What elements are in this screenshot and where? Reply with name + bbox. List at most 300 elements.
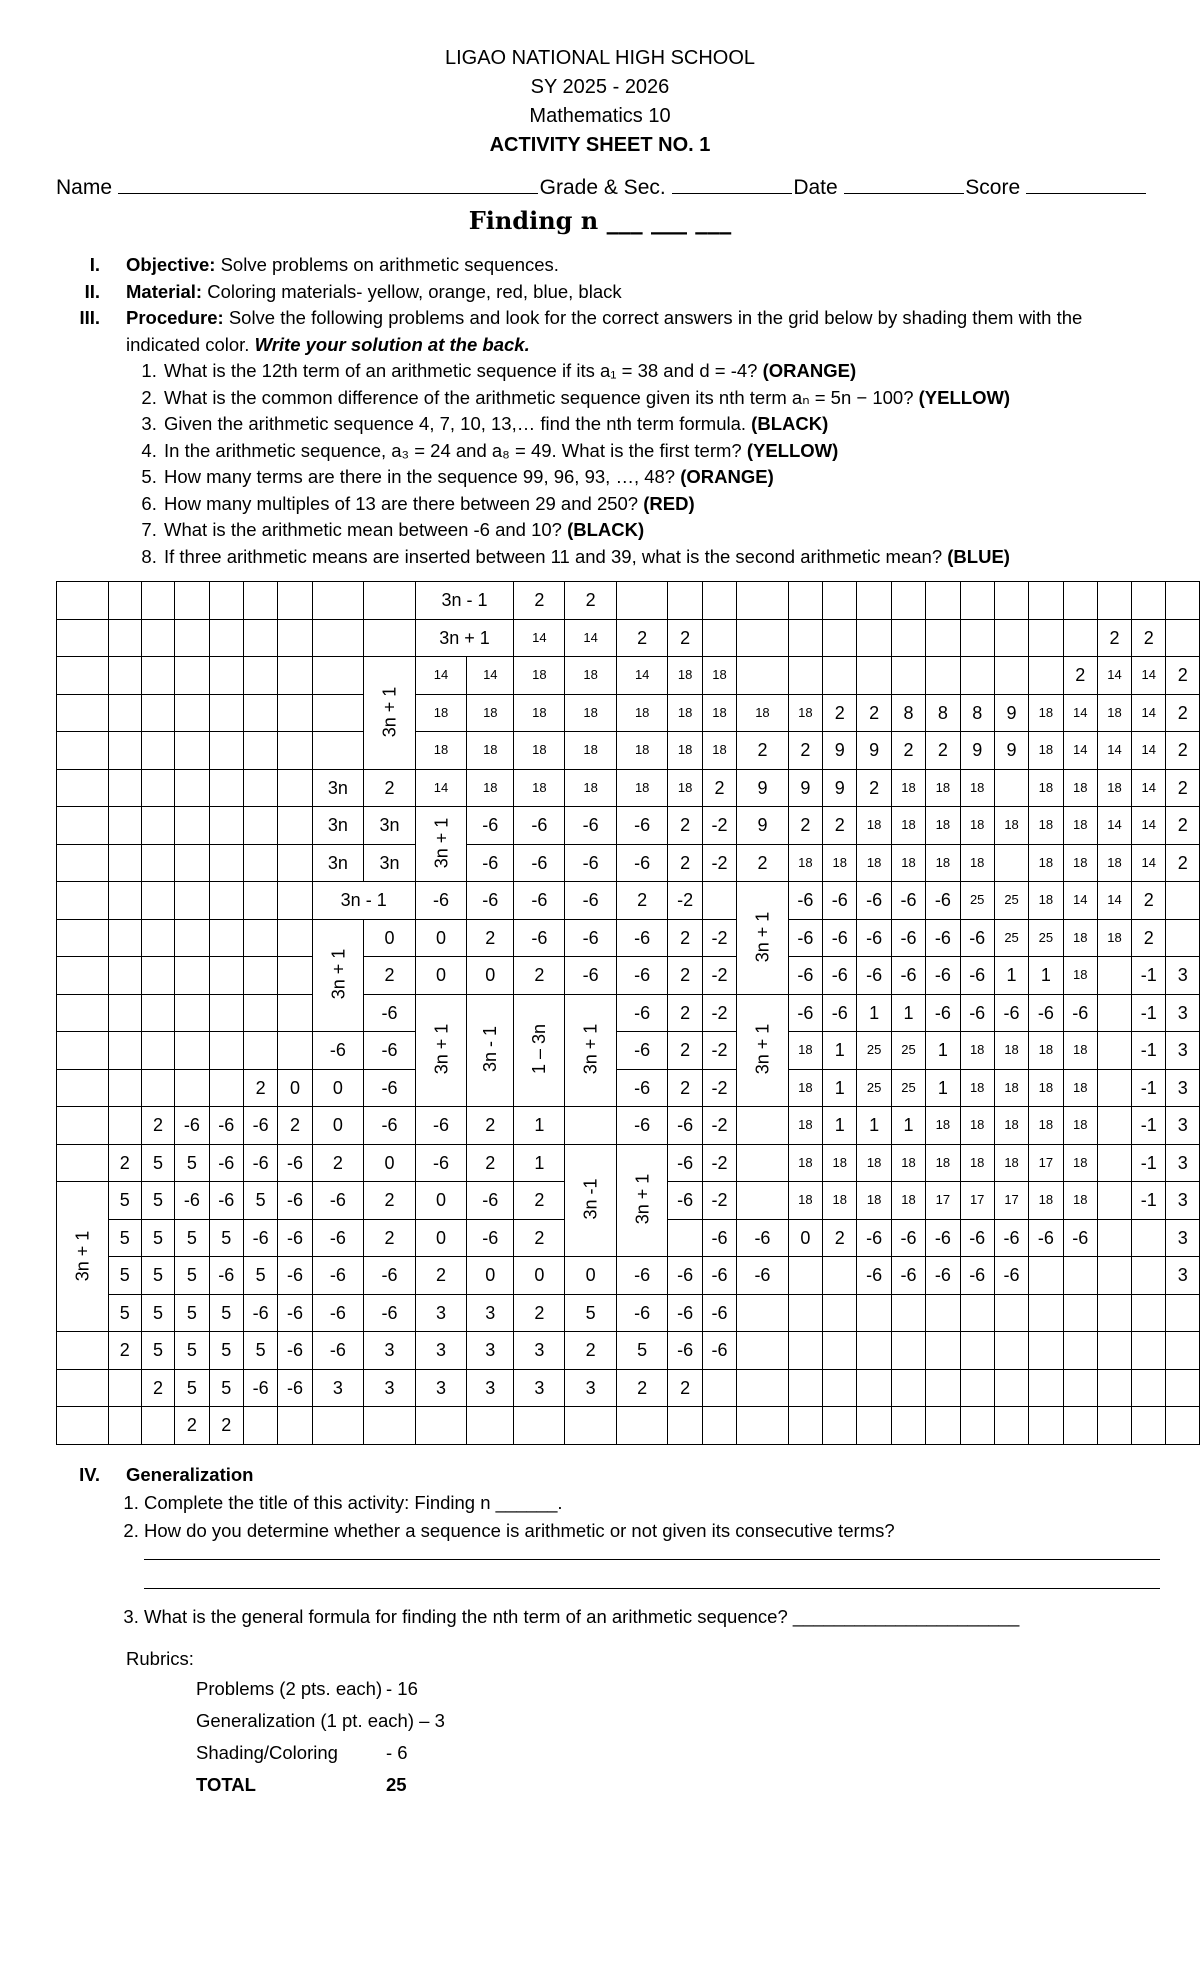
grid-cell[interactable]: -6: [175, 1182, 209, 1220]
grid-cell[interactable]: [891, 657, 925, 695]
grid-cell[interactable]: 2: [616, 619, 668, 657]
grid-cell[interactable]: -2: [702, 844, 736, 882]
grid-cell[interactable]: [1063, 1407, 1097, 1445]
grid-cell[interactable]: 25: [891, 1069, 925, 1107]
grid-cell[interactable]: 2: [823, 807, 857, 845]
grid-cell[interactable]: [1029, 1294, 1063, 1332]
grid-cell[interactable]: [737, 1332, 789, 1370]
grid-cell[interactable]: [514, 994, 565, 1107]
grid-cell[interactable]: [108, 657, 141, 695]
grid-cell[interactable]: -6: [994, 1257, 1028, 1295]
grid-cell[interactable]: 18: [737, 694, 789, 732]
grid-cell[interactable]: 1: [926, 1069, 960, 1107]
grid-cell[interactable]: 18: [1097, 919, 1131, 957]
grid-cell[interactable]: 14: [1097, 732, 1131, 770]
grid-cell[interactable]: -6: [891, 957, 925, 995]
grid-cell[interactable]: [960, 1294, 994, 1332]
grid-cell[interactable]: [57, 1332, 109, 1370]
grid-cell[interactable]: [175, 844, 209, 882]
grid-cell[interactable]: [1097, 1069, 1131, 1107]
grid-cell[interactable]: [175, 882, 209, 920]
grid-cell[interactable]: -6: [926, 919, 960, 957]
grid-cell[interactable]: [415, 1407, 467, 1445]
grid-cell[interactable]: [278, 619, 312, 657]
grid-cell[interactable]: -6: [823, 919, 857, 957]
grid-cell[interactable]: [788, 657, 822, 695]
grid-cell[interactable]: [960, 619, 994, 657]
grid-cell[interactable]: [823, 1407, 857, 1445]
grid-cell[interactable]: [243, 1032, 277, 1070]
grid-cell[interactable]: -6: [565, 807, 617, 845]
grid-cell[interactable]: 2: [616, 882, 668, 920]
grid-cell[interactable]: 18: [994, 807, 1028, 845]
grid-cell[interactable]: -6: [616, 1069, 668, 1107]
grid-cell[interactable]: [312, 657, 364, 695]
grid-cell[interactable]: 2: [312, 1144, 364, 1182]
grid-cell[interactable]: 0: [415, 1219, 467, 1257]
grid-cell[interactable]: 18: [668, 657, 702, 695]
grid-cell[interactable]: [1097, 957, 1131, 995]
grid-cell[interactable]: 2: [668, 619, 702, 657]
grid-cell[interactable]: 17: [960, 1182, 994, 1220]
grid-cell[interactable]: 18: [960, 1032, 994, 1070]
grid-cell[interactable]: -6: [209, 1182, 243, 1220]
grid-cell[interactable]: [175, 619, 209, 657]
grid-cell[interactable]: -6: [702, 1219, 736, 1257]
grid-cell[interactable]: [467, 1407, 514, 1445]
grid-cell[interactable]: 3: [565, 1369, 617, 1407]
grid-cell[interactable]: 25: [994, 882, 1028, 920]
grid-cell[interactable]: 9: [857, 732, 891, 770]
grid-cell[interactable]: -1: [1132, 1182, 1166, 1220]
grid-cell[interactable]: [994, 1407, 1028, 1445]
grid-cell[interactable]: [1166, 582, 1200, 620]
grid-cell[interactable]: 2: [364, 1182, 416, 1220]
grid-cell[interactable]: 3: [364, 1369, 416, 1407]
grid-cell[interactable]: 9: [788, 769, 822, 807]
grid-cell[interactable]: -1: [1132, 994, 1166, 1032]
grid-cell[interactable]: 2: [278, 1107, 312, 1145]
grid-cell[interactable]: -6: [467, 882, 514, 920]
grid-cell[interactable]: 25: [1029, 919, 1063, 957]
grid-cell[interactable]: 18: [1063, 919, 1097, 957]
grid-cell[interactable]: 1: [857, 994, 891, 1032]
grid-cell[interactable]: -6: [1063, 1219, 1097, 1257]
grid-cell[interactable]: [312, 582, 364, 620]
grid-cell[interactable]: 2: [514, 582, 565, 620]
grid-cell[interactable]: 2: [668, 1369, 702, 1407]
grid-cell[interactable]: [857, 1332, 891, 1370]
grid-cell[interactable]: 2: [857, 694, 891, 732]
grid-cell[interactable]: 18: [565, 732, 617, 770]
grid-cell[interactable]: 5: [209, 1219, 243, 1257]
grid-cell[interactable]: [1166, 882, 1200, 920]
grid-cell[interactable]: [1063, 1369, 1097, 1407]
grid-cell[interactable]: 25: [960, 882, 994, 920]
grid-cell[interactable]: [1097, 1219, 1131, 1257]
grid-cell[interactable]: 18: [415, 694, 467, 732]
grid-cell[interactable]: 8: [891, 694, 925, 732]
grid-cell[interactable]: 1: [514, 1107, 565, 1145]
grid-cell[interactable]: 3: [514, 1332, 565, 1370]
grid-cell[interactable]: [243, 619, 277, 657]
grid-cell[interactable]: -6: [312, 1032, 364, 1070]
grid-cell[interactable]: -6: [616, 1107, 668, 1145]
grid-cell[interactable]: 14: [1132, 769, 1166, 807]
grid-cell[interactable]: 2: [1166, 807, 1200, 845]
grid-cell[interactable]: [467, 994, 514, 1107]
grid-cell[interactable]: [926, 1407, 960, 1445]
grid-cell[interactable]: 18: [1029, 1032, 1063, 1070]
grid-cell[interactable]: 14: [415, 657, 467, 695]
grid-cell[interactable]: -6: [243, 1369, 277, 1407]
grid-cell[interactable]: 2: [788, 732, 822, 770]
grid-cell[interactable]: 18: [926, 807, 960, 845]
grid-cell[interactable]: [364, 657, 416, 770]
grid-cell[interactable]: [209, 1032, 243, 1070]
grid-cell[interactable]: [823, 1369, 857, 1407]
grid-cell[interactable]: [737, 619, 789, 657]
grid-cell[interactable]: [57, 1069, 109, 1107]
grid-cell[interactable]: 0: [514, 1257, 565, 1295]
grid-cell[interactable]: -1: [1132, 1069, 1166, 1107]
grid-cell[interactable]: 18: [926, 1144, 960, 1182]
grid-cell[interactable]: 18: [926, 1107, 960, 1145]
grid-cell[interactable]: 18: [857, 844, 891, 882]
grid-cell[interactable]: -6: [278, 1219, 312, 1257]
grid-cell[interactable]: [891, 1294, 925, 1332]
grid-cell[interactable]: 18: [960, 844, 994, 882]
grid-cell[interactable]: 2: [702, 769, 736, 807]
grid-cell[interactable]: [1132, 1257, 1166, 1295]
grid-cell[interactable]: 5: [141, 1182, 174, 1220]
grid-cell[interactable]: 3: [415, 1332, 467, 1370]
grid-cell[interactable]: 2: [668, 994, 702, 1032]
grid-cell[interactable]: 1: [857, 1107, 891, 1145]
grid-cell[interactable]: 2: [108, 1332, 141, 1370]
grid-cell[interactable]: [364, 1407, 416, 1445]
grid-cell[interactable]: 18: [467, 694, 514, 732]
grid-cell[interactable]: 2: [514, 957, 565, 995]
grid-cell[interactable]: [312, 732, 364, 770]
grid-cell[interactable]: -6: [616, 1032, 668, 1070]
grid-cell[interactable]: 18: [1063, 1144, 1097, 1182]
grid-cell[interactable]: [565, 1107, 617, 1145]
grid-cell[interactable]: -2: [702, 919, 736, 957]
grid-cell[interactable]: 18: [514, 732, 565, 770]
grid-cell[interactable]: -6: [994, 1219, 1028, 1257]
grid-cell[interactable]: -1: [1132, 1144, 1166, 1182]
grid-cell[interactable]: 5: [175, 1369, 209, 1407]
grid-cell[interactable]: 18: [668, 769, 702, 807]
grid-cell[interactable]: [108, 769, 141, 807]
grid-cell[interactable]: 18: [1063, 957, 1097, 995]
grid-cell[interactable]: -6: [823, 882, 857, 920]
grid-cell[interactable]: 18: [565, 657, 617, 695]
grid-cell[interactable]: [108, 619, 141, 657]
grid-cell[interactable]: [57, 994, 109, 1032]
grid-cell[interactable]: -6: [960, 919, 994, 957]
grid-cell[interactable]: [737, 994, 789, 1107]
grid-cell[interactable]: [1132, 1369, 1166, 1407]
date-blank[interactable]: [844, 177, 964, 194]
grid-cell[interactable]: 3n + 1: [415, 619, 514, 657]
grid-cell[interactable]: -6: [926, 994, 960, 1032]
answer-line-1[interactable]: [144, 1545, 1160, 1560]
grid-cell[interactable]: [994, 844, 1028, 882]
grid-cell[interactable]: 2: [209, 1407, 243, 1445]
grid-cell[interactable]: [668, 1407, 702, 1445]
grid-cell[interactable]: -6: [278, 1144, 312, 1182]
grid-cell[interactable]: 18: [514, 657, 565, 695]
grid-cell[interactable]: [175, 1032, 209, 1070]
grid-cell[interactable]: [278, 919, 312, 957]
grid-cell[interactable]: [1097, 1182, 1131, 1220]
grid-cell[interactable]: 1: [926, 1032, 960, 1070]
grid-cell[interactable]: [209, 957, 243, 995]
grid-cell[interactable]: 18: [857, 1144, 891, 1182]
grid-cell[interactable]: [891, 582, 925, 620]
grid-cell[interactable]: 18: [857, 1182, 891, 1220]
grid-cell[interactable]: 5: [141, 1219, 174, 1257]
grid-cell[interactable]: -2: [702, 957, 736, 995]
grid-cell[interactable]: [108, 1369, 141, 1407]
grid-cell[interactable]: -2: [702, 994, 736, 1032]
grid-cell[interactable]: [141, 769, 174, 807]
grid-cell[interactable]: 5: [243, 1332, 277, 1370]
grid-cell[interactable]: [788, 582, 822, 620]
grid-cell[interactable]: [278, 994, 312, 1032]
grid-cell[interactable]: 2: [364, 1219, 416, 1257]
grid-cell[interactable]: -6: [737, 1219, 789, 1257]
grid-cell[interactable]: [57, 769, 109, 807]
grid-cell[interactable]: -6: [788, 919, 822, 957]
grid-cell[interactable]: [175, 1069, 209, 1107]
grid-cell[interactable]: 18: [994, 1107, 1028, 1145]
grid-cell[interactable]: [57, 1032, 109, 1070]
grid-cell[interactable]: [108, 1407, 141, 1445]
grid-cell[interactable]: 3n - 1: [415, 582, 514, 620]
grid-cell[interactable]: 9: [994, 694, 1028, 732]
grid-cell[interactable]: [994, 1332, 1028, 1370]
grid-cell[interactable]: [141, 807, 174, 845]
grid-cell[interactable]: [994, 582, 1028, 620]
grid-cell[interactable]: 18: [1029, 807, 1063, 845]
grid-cell[interactable]: -6: [278, 1294, 312, 1332]
grid-cell[interactable]: [108, 919, 141, 957]
grid-cell[interactable]: [737, 1182, 789, 1220]
grid-cell[interactable]: -6: [857, 1219, 891, 1257]
grade-blank[interactable]: [672, 177, 792, 194]
grid-cell[interactable]: 2: [467, 1144, 514, 1182]
grid-cell[interactable]: 0: [467, 957, 514, 995]
grid-cell[interactable]: -6: [312, 1294, 364, 1332]
grid-cell[interactable]: [209, 1069, 243, 1107]
grid-cell[interactable]: 18: [960, 807, 994, 845]
grid-cell[interactable]: [175, 732, 209, 770]
grid-cell[interactable]: [57, 807, 109, 845]
grid-cell[interactable]: [209, 882, 243, 920]
grid-cell[interactable]: [141, 1032, 174, 1070]
grid-cell[interactable]: [926, 1294, 960, 1332]
grid-cell[interactable]: [565, 1407, 617, 1445]
grid-cell[interactable]: [57, 732, 109, 770]
grid-cell[interactable]: 0: [364, 919, 416, 957]
grid-cell[interactable]: 5: [108, 1219, 141, 1257]
grid-cell[interactable]: 18: [788, 694, 822, 732]
grid-cell[interactable]: 1: [514, 1144, 565, 1182]
grid-cell[interactable]: [312, 619, 364, 657]
grid-cell[interactable]: 18: [702, 694, 736, 732]
grid-cell[interactable]: [243, 582, 277, 620]
grid-cell[interactable]: 0: [565, 1257, 617, 1295]
grid-cell[interactable]: 2: [364, 957, 416, 995]
grid-cell[interactable]: 5: [108, 1182, 141, 1220]
grid-cell[interactable]: 18: [668, 732, 702, 770]
grid-cell[interactable]: [737, 657, 789, 695]
grid-cell[interactable]: 18: [823, 844, 857, 882]
grid-cell[interactable]: -2: [702, 1182, 736, 1220]
grid-cell[interactable]: [243, 919, 277, 957]
grid-cell[interactable]: 3: [514, 1369, 565, 1407]
grid-cell[interactable]: 18: [565, 694, 617, 732]
grid-cell[interactable]: 1: [823, 1069, 857, 1107]
grid-cell[interactable]: [57, 1407, 109, 1445]
grid-cell[interactable]: [1097, 1144, 1131, 1182]
grid-cell[interactable]: -6: [668, 1332, 702, 1370]
grid-cell[interactable]: [737, 1369, 789, 1407]
grid-cell[interactable]: [243, 769, 277, 807]
grid-cell[interactable]: -6: [737, 1257, 789, 1295]
grid-cell[interactable]: -6: [960, 1257, 994, 1295]
grid-cell[interactable]: [960, 582, 994, 620]
grid-cell[interactable]: 3: [415, 1369, 467, 1407]
grid-cell[interactable]: [243, 1407, 277, 1445]
grid-cell[interactable]: 2: [668, 957, 702, 995]
grid-cell[interactable]: 2: [1132, 919, 1166, 957]
grid-cell[interactable]: 3: [1166, 1257, 1200, 1295]
grid-cell[interactable]: -6: [788, 994, 822, 1032]
grid-cell[interactable]: [1097, 1294, 1131, 1332]
grid-cell[interactable]: 5: [616, 1332, 668, 1370]
grid-cell[interactable]: [1097, 1369, 1131, 1407]
grid-cell[interactable]: 5: [141, 1332, 174, 1370]
grid-cell[interactable]: [1097, 582, 1131, 620]
grid-cell[interactable]: -6: [415, 882, 467, 920]
grid-cell[interactable]: -6: [364, 1107, 416, 1145]
grid-cell[interactable]: -6: [467, 807, 514, 845]
grid-cell[interactable]: [209, 694, 243, 732]
grid-cell[interactable]: 18: [891, 769, 925, 807]
grid-cell[interactable]: 14: [1063, 732, 1097, 770]
grid-cell[interactable]: [1097, 1407, 1131, 1445]
grid-cell[interactable]: -6: [312, 1219, 364, 1257]
grid-cell[interactable]: 1: [994, 957, 1028, 995]
grid-cell[interactable]: -6: [891, 919, 925, 957]
grid-cell[interactable]: 18: [1029, 694, 1063, 732]
grid-cell[interactable]: -2: [702, 807, 736, 845]
grid-cell[interactable]: 18: [1063, 1107, 1097, 1145]
grid-cell[interactable]: [737, 1144, 789, 1182]
grid-cell[interactable]: -6: [668, 1182, 702, 1220]
grid-cell[interactable]: [141, 619, 174, 657]
grid-cell[interactable]: 18: [514, 769, 565, 807]
grid-cell[interactable]: [312, 919, 364, 1032]
grid-cell[interactable]: [141, 1069, 174, 1107]
grid-cell[interactable]: 18: [565, 769, 617, 807]
grid-cell[interactable]: 1: [891, 1107, 925, 1145]
grid-cell[interactable]: 2: [1097, 619, 1131, 657]
grid-cell[interactable]: [1063, 1332, 1097, 1370]
grid-cell[interactable]: [788, 1369, 822, 1407]
grid-cell[interactable]: 2: [668, 844, 702, 882]
grid-cell[interactable]: [243, 732, 277, 770]
grid-cell[interactable]: [108, 1069, 141, 1107]
grid-cell[interactable]: [141, 919, 174, 957]
grid-cell[interactable]: -6: [616, 807, 668, 845]
grid-cell[interactable]: 2: [668, 919, 702, 957]
grid-cell[interactable]: [857, 582, 891, 620]
grid-cell[interactable]: 3: [1166, 1107, 1200, 1145]
grid-cell[interactable]: [175, 957, 209, 995]
grid-cell[interactable]: [415, 807, 467, 882]
grid-cell[interactable]: -6: [668, 1144, 702, 1182]
grid-cell[interactable]: 3: [1166, 1032, 1200, 1070]
grid-cell[interactable]: -6: [278, 1182, 312, 1220]
grid-cell[interactable]: 14: [1132, 844, 1166, 882]
grid-cell[interactable]: -2: [702, 1069, 736, 1107]
grid-cell[interactable]: [891, 1332, 925, 1370]
grid-cell[interactable]: [243, 844, 277, 882]
grid-cell[interactable]: 2: [737, 844, 789, 882]
grid-cell[interactable]: 8: [926, 694, 960, 732]
grid-cell[interactable]: [960, 657, 994, 695]
grid-cell[interactable]: [175, 694, 209, 732]
grid-cell[interactable]: 14: [467, 657, 514, 695]
grid-cell[interactable]: 18: [994, 1069, 1028, 1107]
grid-cell[interactable]: 18: [891, 844, 925, 882]
grid-cell[interactable]: 18: [891, 807, 925, 845]
grid-cell[interactable]: 2: [1166, 694, 1200, 732]
grid-cell[interactable]: [788, 1332, 822, 1370]
grid-cell[interactable]: [823, 1332, 857, 1370]
grid-cell[interactable]: 2: [668, 1069, 702, 1107]
grid-cell[interactable]: [823, 582, 857, 620]
grid-cell[interactable]: [994, 769, 1028, 807]
grid-cell[interactable]: [312, 694, 364, 732]
grid-cell[interactable]: [926, 657, 960, 695]
grid-cell[interactable]: 2: [1166, 769, 1200, 807]
grid-cell[interactable]: -6: [514, 807, 565, 845]
grid-cell[interactable]: 18: [788, 1069, 822, 1107]
grid-cell[interactable]: 18: [891, 1182, 925, 1220]
grid-cell[interactable]: -6: [565, 919, 617, 957]
grid-cell[interactable]: 0: [278, 1069, 312, 1107]
grid-cell[interactable]: [857, 1294, 891, 1332]
grid-cell[interactable]: 18: [1097, 769, 1131, 807]
grid-cell[interactable]: 1: [891, 994, 925, 1032]
grid-cell[interactable]: [788, 1257, 822, 1295]
grid-cell[interactable]: [565, 1144, 617, 1257]
grid-cell[interactable]: [960, 1369, 994, 1407]
grid-cell[interactable]: [209, 769, 243, 807]
grid-cell[interactable]: [1097, 1032, 1131, 1070]
grid-cell[interactable]: [1097, 1257, 1131, 1295]
grid-cell[interactable]: -6: [857, 957, 891, 995]
grid-cell[interactable]: [243, 657, 277, 695]
grid-cell[interactable]: [57, 1144, 109, 1182]
grid-cell[interactable]: [141, 882, 174, 920]
